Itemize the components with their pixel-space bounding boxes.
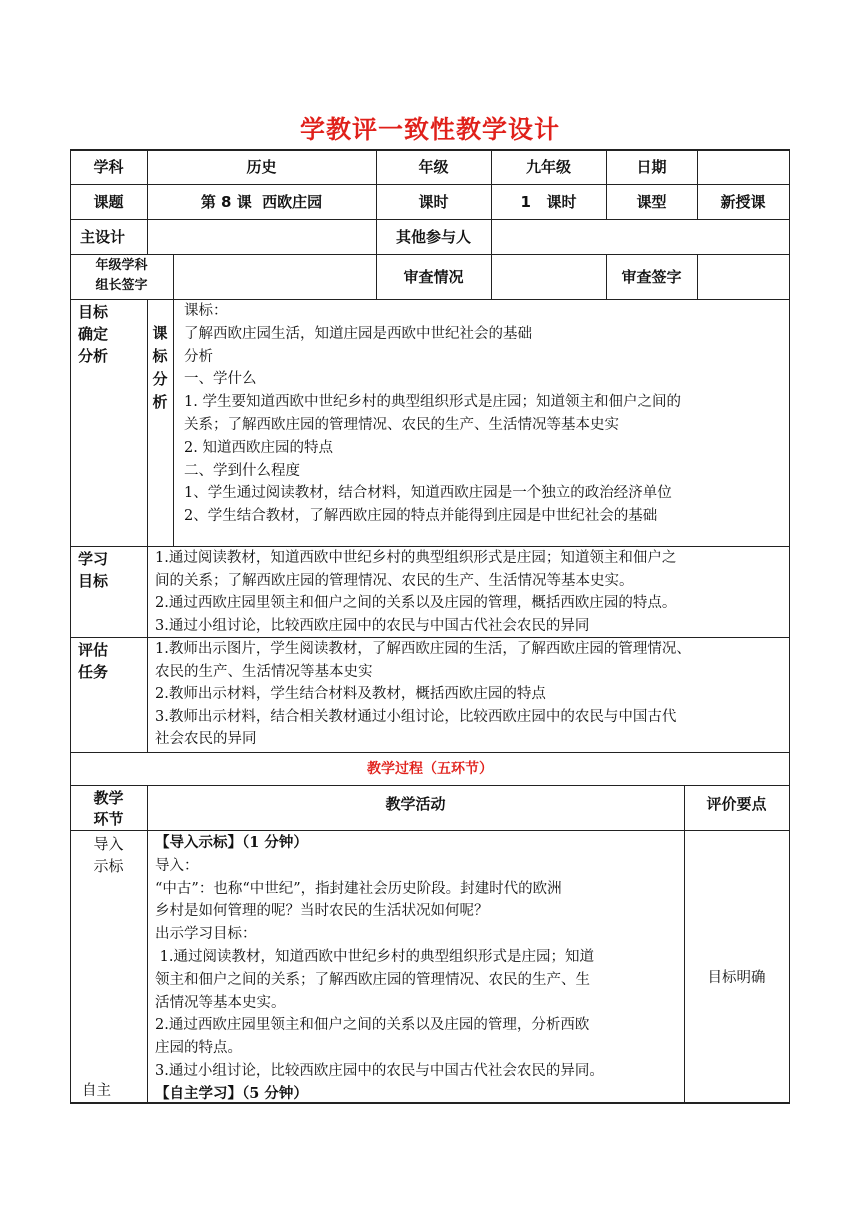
stage-header-line-1: 教学 — [93, 789, 124, 807]
stage-1-line-2: 示标 — [93, 857, 124, 875]
stage-header-line-2: 环节 — [93, 810, 124, 828]
text-line: 2.通过西欧庄园里领主和佃户之间的关系以及庄园的管理，概括西欧庄园的特点。 — [155, 595, 677, 611]
text-line: 1.通过阅读教材，知道西欧中世纪乡村的典型组织形式是庄园；知道领主和佃户之 — [155, 550, 677, 566]
date-label: 日期 — [636, 157, 667, 176]
curriculum-analysis-label — [147, 322, 173, 414]
sub-label-char: 课 — [152, 324, 168, 342]
learning-label-line-1: 学习 — [78, 550, 109, 568]
text-line: 课标： — [184, 303, 228, 319]
participants-label: 其他参与人 — [395, 227, 471, 246]
text-line: 二、学到什么程度 — [184, 462, 300, 479]
activity-column-header: 教学活动 — [385, 795, 446, 813]
stage-1-label — [70, 833, 147, 877]
goal-analysis-label — [78, 301, 144, 367]
text-line: 3.通过小组讨论，比较西欧庄园中的农民与中国古代社会农民的异同 — [155, 617, 590, 634]
goal-label-line-3: 分析 — [78, 347, 109, 365]
text-line: 了解西欧庄园生活，知道庄园是西欧中世纪社会的基础 — [184, 325, 532, 342]
subject-label: 学科 — [93, 157, 124, 176]
topic-value: 第 8 课 西欧庄园 — [200, 192, 323, 211]
text-line: 分析 — [184, 348, 213, 365]
text-line: 3.通过小组讨论，比较西欧庄园中的农民与中国古代社会农民的异同。 — [155, 1062, 604, 1079]
review-label: 审查情况 — [403, 267, 464, 286]
text-line: 庄园的特点。 — [155, 1040, 242, 1057]
text-line: 1. 学生要知道西欧中世纪乡村的典型组织形式是庄园；知道领主和佃户之间的 — [184, 394, 681, 411]
text-line: 农民的生产、生活情况等基本史实 — [155, 663, 373, 680]
sub-label-char: 标 — [152, 347, 168, 365]
designer-value[interactable] — [147, 219, 376, 254]
assessment-label — [78, 639, 144, 683]
text-line: 间的关系；了解西欧庄园的管理情况、农民的生产、生活情况等基本史实。 — [155, 572, 634, 589]
stage-2-label: 自主 — [82, 1083, 111, 1099]
activity-content — [155, 832, 683, 1106]
text-line: 1.通过阅读教材，知道西欧中世纪乡村的典型组织形式是庄园；知道 — [155, 948, 594, 965]
leader-label-line-1: 年级学科 — [95, 258, 148, 273]
text-line: 1.教师出示图片，学生阅读教材，了解西欧庄园的生活，了解西欧庄园的管理情况、 — [155, 641, 691, 657]
text-line: 出示学习目标： — [155, 926, 257, 943]
goal-label-line-1: 目标 — [78, 303, 109, 321]
sub-label-char: 析 — [152, 393, 168, 411]
goal-label-line-2: 确定 — [78, 325, 109, 343]
type-value: 新授课 — [720, 192, 766, 211]
grade-value: 九年级 — [525, 157, 571, 176]
designer-label: 主设计 — [80, 227, 126, 246]
review-sign-value[interactable] — [697, 254, 789, 299]
text-line: 2、学生结合教材，了解西欧庄园的特点并能得到庄园是中世纪社会的基础 — [184, 508, 658, 525]
text-line: 关系；了解西欧庄园的管理情况、农民的生产、生活情况等基本史实 — [184, 416, 619, 433]
table-border-right — [789, 149, 790, 1103]
assessment-label-line-2: 任务 — [78, 663, 109, 681]
text-line: 2.教师出示材料，学生结合材料及教材，概括西欧庄园的特点 — [155, 686, 546, 703]
text-line: 2.通过西欧庄园里领主和佃户之间的关系以及庄园的管理，分析西欧 — [155, 1017, 590, 1034]
text-line: 【导入示标】（1 分钟） — [155, 834, 308, 851]
assessment-label-line-1: 评估 — [78, 641, 109, 659]
sub-label-char: 分 — [152, 370, 168, 388]
col-divider — [147, 785, 148, 1103]
stage-column-header — [70, 788, 147, 830]
leader-sign-value[interactable] — [173, 254, 376, 299]
leader-label-line-2: 组长签字 — [95, 278, 148, 293]
text-line: 2. 知道西欧庄园的特点 — [184, 439, 333, 456]
learning-label-line-2: 目标 — [78, 572, 109, 590]
text-line: 导入： — [155, 857, 199, 874]
eval-point: 目标明确 — [707, 970, 766, 986]
row-divider — [70, 830, 790, 831]
subject-value: 历史 — [246, 157, 277, 176]
learning-goals-label — [78, 548, 144, 592]
type-label: 课型 — [636, 192, 667, 211]
eval-column-header: 评价要点 — [706, 795, 767, 813]
text-line: 1、学生通过阅读教材，结合材料，知道西欧庄园是一个独立的政治经济单位 — [184, 485, 672, 502]
grade-label: 年级 — [418, 157, 449, 176]
text-line: 一、学什么 — [184, 371, 257, 388]
leader-label — [70, 256, 173, 299]
text-line: 【自主学习】（5 分钟） — [155, 1084, 308, 1102]
col-divider — [173, 299, 174, 546]
text-line: 领主和佃户之间的关系；了解西欧庄园的管理情况、农民的生产、生 — [155, 971, 590, 988]
col-divider — [684, 785, 685, 1103]
topic-label: 课题 — [93, 192, 124, 211]
review-value[interactable] — [491, 254, 606, 299]
hours-value: 1 课时 — [520, 192, 577, 211]
learning-goals-content — [155, 547, 788, 637]
col-divider — [147, 637, 148, 752]
hours-label: 课时 — [418, 192, 449, 211]
text-line: “中古”：也称“中世纪”，指封建社会历史阶段。封建时代的欧洲 — [155, 880, 562, 897]
goal-analysis-content — [184, 300, 788, 528]
process-heading: 教学过程（五环节） — [367, 760, 493, 777]
text-line: 活情况等基本史实。 — [155, 994, 286, 1011]
date-value[interactable] — [697, 149, 789, 184]
review-sign-label: 审查签字 — [621, 267, 682, 286]
stage-1-line-1: 导入 — [93, 835, 124, 853]
text-line: 3.教师出示材料，结合相关教材通过小组讨论，比较西欧庄园中的农民与中国古代 — [155, 708, 677, 725]
text-line: 乡村是如何管理的呢？当时农民的生活状况如何呢？ — [155, 903, 489, 920]
text-line: 社会农民的异同 — [155, 731, 257, 748]
assessment-content — [155, 638, 788, 751]
participants-value[interactable] — [491, 219, 789, 254]
document-title: 学教评一致性教学设计 — [299, 115, 560, 144]
